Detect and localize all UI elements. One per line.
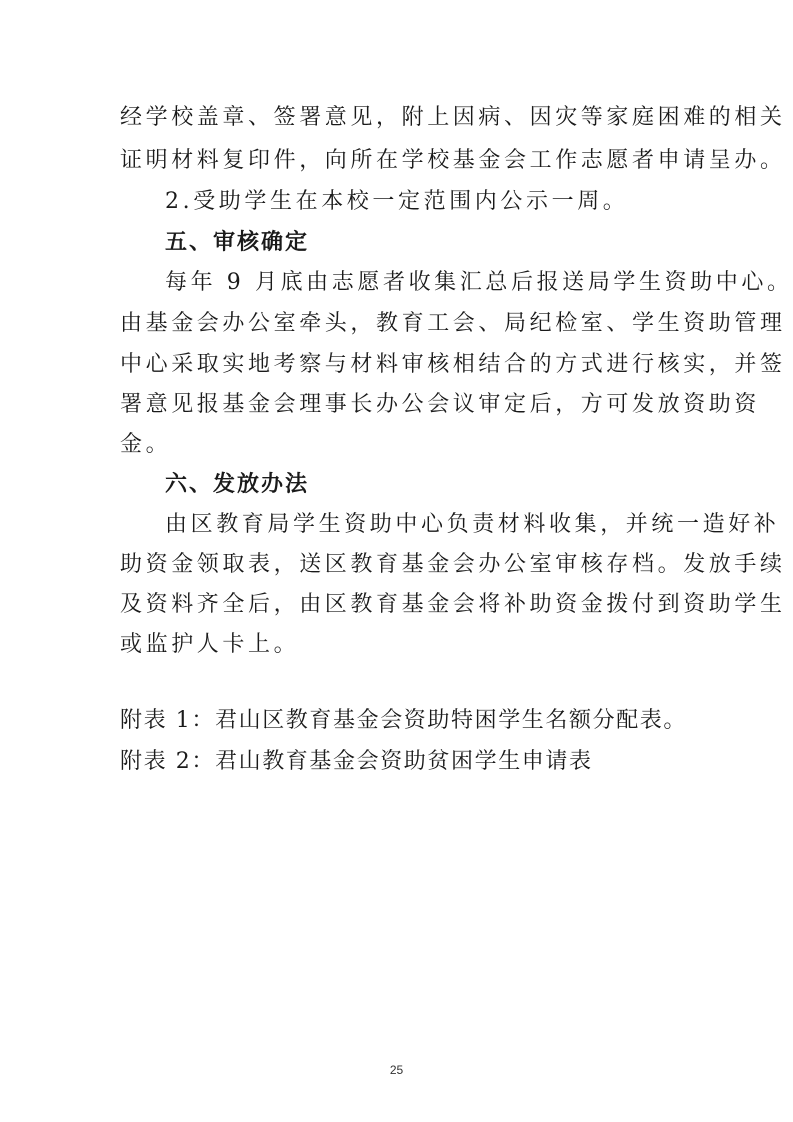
body-text-line: 助资金领取表，送区教育基金会办公室审核存档。发放手续 — [120, 552, 786, 577]
body-text-line: 中心采取实地考察与材料审核相结合的方式进行核实，并签 — [120, 352, 786, 377]
body-text-line: 证明材料复印件，向所在学校基金会工作志愿者申请呈办。 — [120, 148, 786, 173]
body-text-line: 2.受助学生在本校一定范围内公示一周。 — [165, 189, 629, 214]
appendix-item: 附表 2：君山教育基金会资助贫困学生申请表 — [120, 749, 593, 774]
body-text-line: 经学校盖章、签署意见，附上因病、因灾等家庭困难的相关 — [120, 105, 786, 130]
body-text-line: 及资料齐全后，由区教育基金会将补助资金拨付到资助学生 — [120, 592, 786, 617]
body-text-line: 署意见报基金会理事长办公会议审定后，方可发放资助资 — [120, 392, 761, 417]
appendix-item: 附表 1：君山区教育基金会资助特困学生名额分配表。 — [120, 708, 687, 733]
body-text-line: 或监护人卡上。 — [120, 632, 300, 657]
body-text-line: 由区教育局学生资助中心负责材料收集，并统一造好补 — [165, 512, 780, 537]
page-number: 25 — [389, 1063, 404, 1077]
section-heading-review: 五、审核确定 — [165, 230, 310, 255]
section-heading-distribution: 六、发放办法 — [165, 472, 310, 497]
body-text-line: 每年 9 月底由志愿者收集汇总后报送局学生资助中心。 — [165, 270, 793, 295]
body-text-line: 金。 — [120, 432, 172, 457]
body-text-line: 由基金会办公室牵头，教育工会、局纪检室、学生资助管理 — [120, 311, 786, 336]
